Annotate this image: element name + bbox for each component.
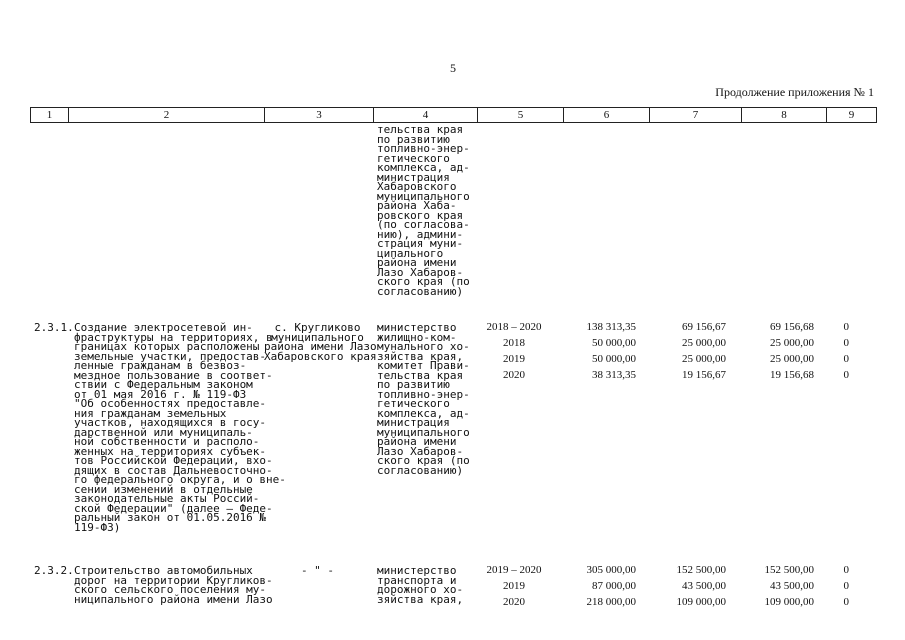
row-col7: 25 000,00 xyxy=(682,337,726,349)
row-col9: 0 xyxy=(843,369,849,381)
row-year: 2019 xyxy=(503,580,525,592)
column-number-8: 8 xyxy=(742,108,827,123)
row-place: - " - xyxy=(300,564,335,577)
continuation-label: Продолжение приложения № 1 xyxy=(715,85,874,99)
row-col9: 0 xyxy=(843,337,849,349)
column-number-6: 6 xyxy=(564,108,650,123)
page-number: 5 xyxy=(450,61,456,75)
row-col7: 69 156,67 xyxy=(682,321,726,333)
column-number-2: 2 xyxy=(69,108,265,123)
row-total: 50 000,00 xyxy=(592,353,636,365)
row-col8: 25 000,00 xyxy=(770,353,814,365)
row-number: 2.3.2. xyxy=(34,564,74,577)
row-total: 138 313,35 xyxy=(586,321,636,333)
row-col9: 0 xyxy=(843,353,849,365)
row-col9: 0 xyxy=(843,580,849,592)
row-col8: 109 000,00 xyxy=(764,596,814,608)
row-col9: 0 xyxy=(843,564,849,576)
row-name: Создание электросетевой ин- фраструктуры на территориях, в границах которых расположены земельные участки, предостав- ленные гражданам в безвоз- мездное пользование в соответ- ствии с Федеральным законом от 01 мая 2016 г. № 119-ФЗ "Об особенностях предоставле- ния гражданам земельных участков, находящихся в госу- дарственной или муниципаль- ной собственности и располо- женных на территориях субъек- тов Российской Федерации, вхо- дящих в состав Дальневосточно- го федерального округа, и о вне- сении изменений в отдельные законодательные акты Россий- ской Федерации" (далее – Феде- ральный закон от 01.05.2016 № 119-ФЗ) xyxy=(74,321,286,534)
row-col8: 69 156,68 xyxy=(770,321,814,333)
row-place: с. Кругликово муниципального района имени Лазо Хабаровского края xyxy=(264,321,377,363)
row-number: 2.3.1. xyxy=(34,321,74,334)
column-number-4: 4 xyxy=(374,108,478,123)
row-total: 305 000,00 xyxy=(586,564,636,576)
row-total: 218 000,00 xyxy=(586,596,636,608)
row-col8: 152 500,00 xyxy=(764,564,814,576)
row-total: 38 313,35 xyxy=(592,369,636,381)
row-col8: 25 000,00 xyxy=(770,337,814,349)
row-total: 87 000,00 xyxy=(592,580,636,592)
row-year: 2018 – 2020 xyxy=(486,321,542,333)
continued-executor-text: тельства края по развитию топливно-энер- гетического комплекса, ад- министрация Хабаровского муниципального района Хаба- ровского края (по согласова- нию), админи- страция муни- ципального района имени Лазо Хабаров- ского края (по согласованию) xyxy=(377,123,470,298)
row-col9: 0 xyxy=(843,596,849,608)
row-col7: 19 156,67 xyxy=(682,369,726,381)
column-number-1: 1 xyxy=(31,108,69,123)
column-number-3: 3 xyxy=(265,108,374,123)
row-year: 2020 xyxy=(503,369,525,381)
row-executor: министерство транспорта и дорожного хо- зяйства края, xyxy=(377,564,464,606)
row-col8: 19 156,68 xyxy=(770,369,814,381)
column-number-9: 9 xyxy=(827,108,877,123)
row-year: 2020 xyxy=(503,596,525,608)
row-executor: министерство жилищно-ком- мунального хо- зяйства края, комитет Прави- тельства края по развитию топливно-энер- гетического комплекса, ад- министрация муниципального района имени Лазо Хабаров- ского края (по согласованию) xyxy=(377,321,470,477)
row-year: 2018 xyxy=(503,337,525,349)
row-col7: 109 000,00 xyxy=(676,596,726,608)
row-col9: 0 xyxy=(843,321,849,333)
column-number-header xyxy=(30,107,877,123)
row-col8: 43 500,00 xyxy=(770,580,814,592)
row-total: 50 000,00 xyxy=(592,337,636,349)
row-year: 2019 – 2020 xyxy=(486,564,542,576)
column-number-7: 7 xyxy=(650,108,742,123)
row-year: 2019 xyxy=(503,353,525,365)
column-number-5: 5 xyxy=(478,108,564,123)
row-col7: 25 000,00 xyxy=(682,353,726,365)
row-name: Строительство автомобильных дорог на территории Кругликов- ского сельского поселения му- ниципального района имени Лазо xyxy=(74,564,273,606)
row-col7: 152 500,00 xyxy=(676,564,726,576)
row-col7: 43 500,00 xyxy=(682,580,726,592)
